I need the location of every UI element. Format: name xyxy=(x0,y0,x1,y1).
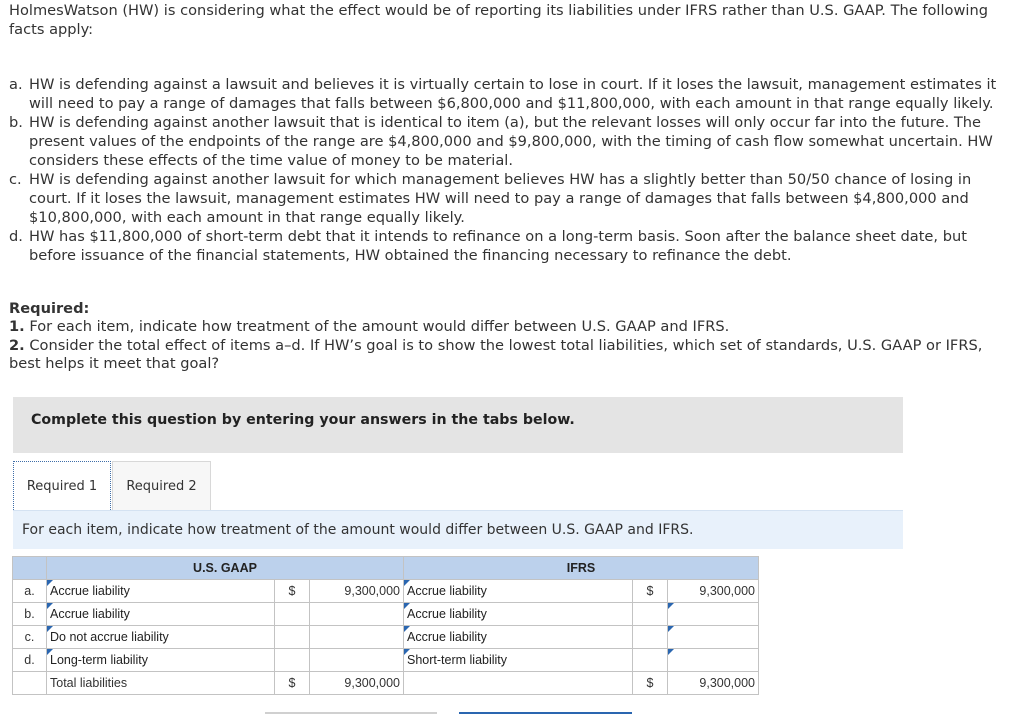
ifrs-dollar-sign xyxy=(633,626,668,649)
total-row xyxy=(13,672,759,695)
table-row xyxy=(13,603,759,626)
tab-instruction-text: For each item, indicate how treatment of the amount would differ between U.S. GAAP and IFRS. xyxy=(22,522,694,538)
fact-a: a. HW is defending against a lawsuit and believes it is virtually certain to lose in court. If it loses the lawsuit, management estimates it will need to pay a range of damages that falls between $6,800,000 and $11,800,000, with each amount in that range equally likely. xyxy=(9,76,997,112)
fact-b: b. HW is defending against another lawsuit that is identical to item (a), but the relevant losses will only occur far into the future. The present values of the endpoints of the range are $4,800,000 and $9,800,000, with the timing of cash flow somewhat uncertain. HW considers these effects of the time value of money to be material. xyxy=(9,114,993,169)
ifrs-treatment-select[interactable]: Accrue liability xyxy=(404,626,633,649)
gaap-dollar-sign: $ xyxy=(275,580,310,603)
required-item-2: 2. Consider the total effect of items a–d. If HW’s goal is to show the lowest total liabilities, which set of standards, U.S. GAAP or IFRS, best helps it meet that goal? xyxy=(9,337,983,372)
ifrs-amount-input[interactable] xyxy=(668,649,759,672)
gaap-dollar-sign xyxy=(275,603,310,626)
corner-cell xyxy=(13,557,47,580)
gaap-amount-input[interactable]: 9,300,000 xyxy=(310,580,404,603)
row-label: b. xyxy=(13,603,47,626)
ifrs-total-dollar-sign: $ xyxy=(633,672,668,695)
instructions-banner xyxy=(13,397,903,453)
banner-text: Complete this question by entering your answers in the tabs below. xyxy=(31,412,575,428)
ifrs-amount-input[interactable] xyxy=(668,626,759,649)
ifrs-dollar-sign: $ xyxy=(633,580,668,603)
tab-required-1[interactable]: Required 1 xyxy=(13,461,111,510)
ifrs-amount-input[interactable] xyxy=(668,603,759,626)
table-row xyxy=(13,580,759,603)
total-label-spacer xyxy=(13,672,47,695)
facts-list xyxy=(9,75,1004,265)
next-nav-button-edge[interactable] xyxy=(459,712,632,714)
gaap-header: U.S. GAAP xyxy=(47,557,404,580)
fact-c: c. HW is defending against another lawsuit for which management believes HW has a slightly better than 50/50 chance of losing in court. If it loses the lawsuit, management estimates HW will need to pay a range of damages that falls between $4,800,000 and $10,800,000, with each amount in that range equally likely. xyxy=(9,171,972,226)
required-item-1: 1. For each item, indicate how treatment of the amount would differ between U.S. GAAP and IFRS. xyxy=(9,318,730,335)
ifrs-treatment-select[interactable]: Accrue liability xyxy=(404,603,633,626)
required-heading: Required: xyxy=(9,300,90,317)
gaap-treatment-select[interactable]: Long-term liability xyxy=(47,649,275,672)
table-row xyxy=(13,649,759,672)
ifrs-amount-input[interactable]: 9,300,000 xyxy=(668,580,759,603)
prev-nav-button-edge[interactable] xyxy=(265,712,437,714)
row-label: d. xyxy=(13,649,47,672)
gaap-treatment-select[interactable]: Accrue liability xyxy=(47,580,275,603)
ifrs-treatment-select[interactable]: Accrue liability xyxy=(404,580,633,603)
table-row xyxy=(13,626,759,649)
gaap-amount-input[interactable] xyxy=(310,626,404,649)
fact-d: d. HW has $11,800,000 of short-term debt that it intends to refinance on a long-term basis. Soon after the balance sheet date, but before issuance of the financial statements, HW obtained the financing necessary to refinance the debt. xyxy=(9,228,967,264)
tab-instruction-banner xyxy=(13,510,903,549)
ifrs-header: IFRS xyxy=(404,557,759,580)
tab-required-2[interactable]: Required 2 xyxy=(112,461,211,510)
gaap-dollar-sign xyxy=(275,626,310,649)
gaap-total-amount: 9,300,000 xyxy=(310,672,404,695)
ifrs-treatment-select[interactable]: Short-term liability xyxy=(404,649,633,672)
gaap-amount-input[interactable] xyxy=(310,649,404,672)
gaap-amount-input[interactable] xyxy=(310,603,404,626)
ifrs-total-label-cell xyxy=(404,672,633,695)
ifrs-dollar-sign xyxy=(633,649,668,672)
row-label: a. xyxy=(13,580,47,603)
ifrs-dollar-sign xyxy=(633,603,668,626)
answer-table xyxy=(12,556,759,695)
problem-intro: HolmesWatson (HW) is considering what the effect would be of reporting its liabilities under IFRS rather than U.S. GAAP. The following facts apply: xyxy=(9,2,988,38)
total-label: Total liabilities xyxy=(47,672,275,695)
gaap-dollar-sign xyxy=(275,649,310,672)
ifrs-total-amount: 9,300,000 xyxy=(668,672,759,695)
gaap-treatment-select[interactable]: Do not accrue liability xyxy=(47,626,275,649)
row-label: c. xyxy=(13,626,47,649)
table-header-row xyxy=(13,557,759,580)
gaap-treatment-select[interactable]: Accrue liability xyxy=(47,603,275,626)
gaap-total-dollar-sign: $ xyxy=(275,672,310,695)
